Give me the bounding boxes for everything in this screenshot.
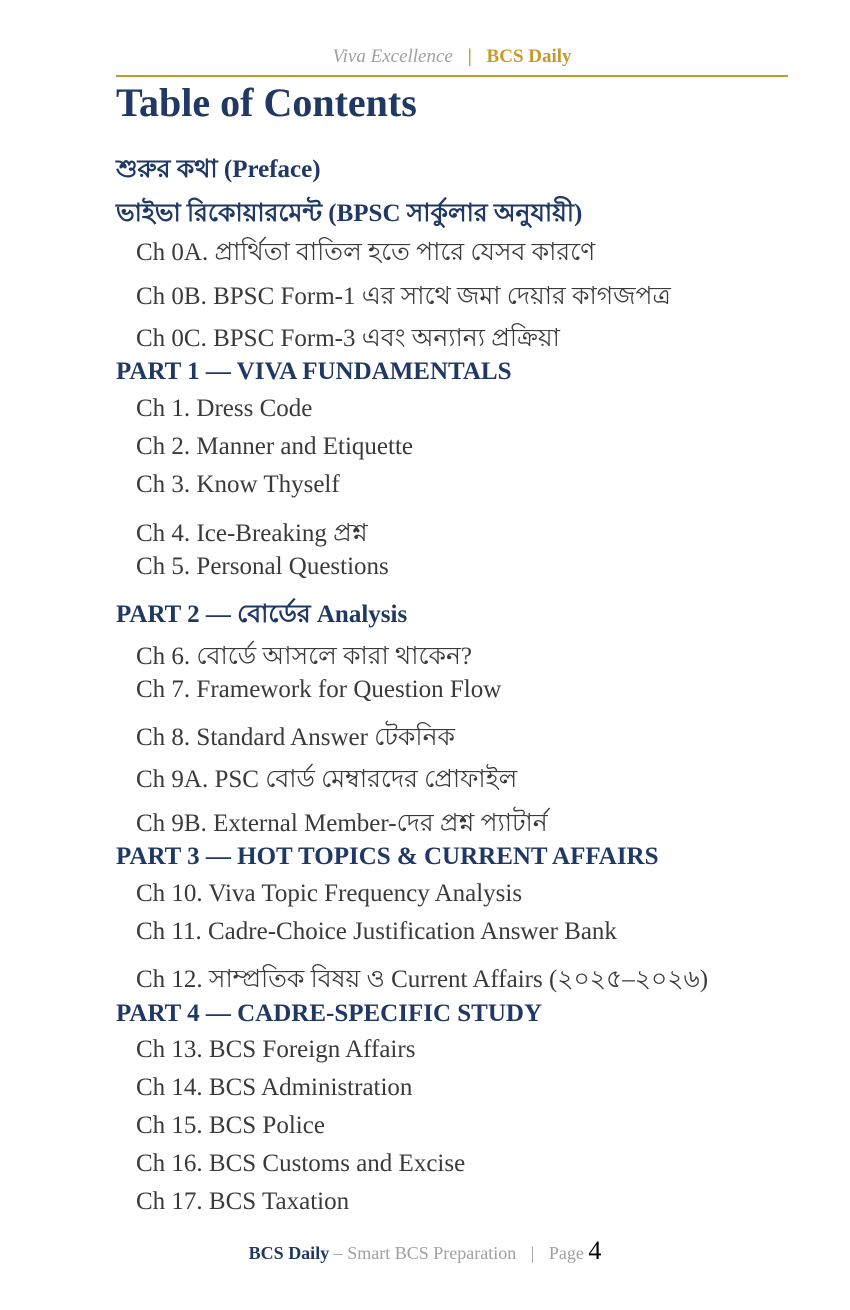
toc-chapter[interactable]: Ch 9B. External Member-দের প্রশ্ন প্যাটার্ন	[136, 810, 548, 837]
toc-section[interactable]: ভাইভা রিকোয়ারমেন্ট (BPSC সার্কুলার অনুযায়ী)	[116, 200, 583, 227]
toc-chapter[interactable]: Ch 7. Framework for Question Flow	[136, 676, 502, 703]
toc-part-heading[interactable]: PART 3 — HOT TOPICS & CURRENT AFFAIRS	[116, 843, 659, 870]
toc-chapter[interactable]: Ch 11. Cadre-Choice Justification Answer Bank	[136, 918, 617, 945]
toc-chapter[interactable]: Ch 0C. BPSC Form-3 এবং অন্যান্য প্রক্রিয়া	[136, 325, 560, 352]
header-rule	[116, 75, 788, 77]
toc-chapter[interactable]: Ch 8. Standard Answer টেকনিক	[136, 724, 455, 751]
header-publisher: BCS Daily	[486, 46, 572, 67]
toc-chapter[interactable]: Ch 9A. PSC বোর্ড মেম্বারদের প্রোফাইল	[136, 766, 518, 793]
toc-chapter[interactable]: Ch 13. BCS Foreign Affairs	[136, 1036, 416, 1063]
running-header	[116, 46, 788, 74]
page-title: Table of Contents	[116, 80, 417, 125]
toc-chapter[interactable]: Ch 0A. প্রার্থিতা বাতিল হতে পারে যেসব কারণে	[136, 239, 596, 266]
toc-part-heading[interactable]: PART 4 — CADRE-SPECIFIC STUDY	[116, 1000, 543, 1027]
page-footer	[0, 1236, 850, 1266]
toc-chapter[interactable]: Ch 3. Know Thyself	[136, 471, 340, 498]
footer-separator: |	[530, 1243, 535, 1263]
footer-page-label: Page	[548, 1243, 584, 1263]
toc-chapter[interactable]: Ch 14. BCS Administration	[136, 1074, 413, 1101]
footer-tagline: – Smart BCS Preparation	[333, 1243, 517, 1263]
toc-chapter[interactable]: Ch 16. BCS Customs and Excise	[136, 1150, 466, 1177]
footer-page-number: 4	[588, 1236, 602, 1265]
header-separator: |	[467, 46, 472, 67]
toc-chapter[interactable]: Ch 17. BCS Taxation	[136, 1188, 350, 1215]
toc-chapter[interactable]: Ch 0B. BPSC Form-1 এর সাথে জমা দেয়ার কাগজপত্র	[136, 283, 671, 310]
toc-part-heading[interactable]: PART 2 — বোর্ডের Analysis	[116, 601, 408, 628]
toc-chapter[interactable]: Ch 10. Viva Topic Frequency Analysis	[136, 880, 523, 907]
toc-chapter[interactable]: Ch 15. BCS Police	[136, 1112, 325, 1139]
toc-chapter[interactable]: Ch 12. সাম্প্রতিক বিষয় ও Current Affairs (২০২৫–২০২৬)	[136, 966, 709, 993]
toc-chapter[interactable]: Ch 1. Dress Code	[136, 395, 313, 422]
toc-chapter[interactable]: Ch 2. Manner and Etiquette	[136, 433, 414, 460]
footer-brand: BCS Daily	[248, 1243, 330, 1263]
toc-section[interactable]: শুরুর কথা (Preface)	[116, 156, 321, 183]
toc-chapter[interactable]: Ch 6. বোর্ডে আসলে কারা থাকেন?	[136, 643, 473, 670]
toc-chapter[interactable]: Ch 5. Personal Questions	[136, 553, 389, 580]
toc-chapter[interactable]: Ch 4. Ice-Breaking প্রশ্ন	[136, 520, 368, 547]
toc-part-heading[interactable]: PART 1 — VIVA FUNDAMENTALS	[116, 358, 512, 385]
header-brand: Viva Excellence	[332, 46, 453, 67]
